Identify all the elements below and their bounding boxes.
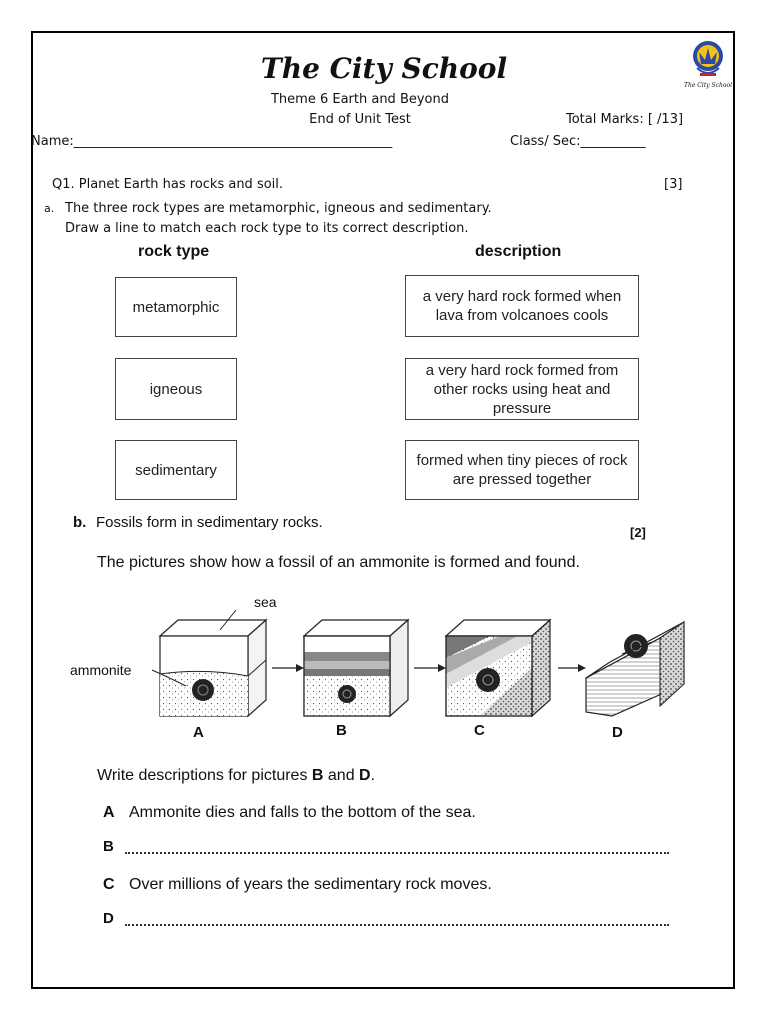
panel-c-diagram [446, 620, 550, 716]
fossil-formation-figure [60, 588, 700, 748]
panel-label-b: B [336, 722, 347, 739]
q1b-marks: [2] [630, 525, 646, 540]
rock-box-metamorphic[interactable]: metamorphic [115, 277, 237, 337]
answer-letter-b: B [103, 838, 114, 855]
description-box-lava[interactable]: a very hard rock formed when lava from volcanoes cools [405, 275, 639, 337]
q1-marks: [3] [664, 177, 683, 192]
panel-label-d: D [612, 724, 623, 741]
answer-line-b[interactable] [125, 852, 669, 854]
rock-box-sedimentary[interactable]: sedimentary [115, 440, 237, 500]
description-box-pressed-pieces[interactable]: formed when tiny pieces of rock are pressed together [405, 440, 639, 500]
panel-d-diagram [586, 622, 684, 716]
label-sea: sea [254, 594, 277, 610]
answer-letter-a: A [103, 804, 115, 821]
answer-text-c: Over millions of years the sedimentary rock moves. [129, 876, 492, 893]
label-ammonite: ammonite [70, 662, 132, 678]
q1a-marker: a. [44, 202, 55, 215]
total-marks: Total Marks: [ /13] [566, 112, 684, 127]
answer-letter-c: C [103, 876, 115, 893]
q1a-line1: The three rock types are metamorphic, igneous and sedimentary. [65, 201, 492, 216]
rock-type-heading: rock type [138, 243, 210, 260]
school-name: The City School [260, 52, 508, 85]
class-field[interactable]: Class/ Sec:__________ [510, 134, 646, 149]
theme-title: Theme 6 Earth and Beyond [270, 92, 449, 107]
panel-label-a: A [193, 724, 204, 741]
q1b-line1: Fossils form in sedimentary rocks. [96, 514, 323, 531]
test-name: End of Unit Test [309, 112, 411, 127]
q1-title: Q1. Planet Earth has rocks and soil. [52, 177, 284, 192]
page-border [31, 31, 735, 989]
descriptions-instruction: Write descriptions for pictures B and D. [97, 767, 376, 784]
description-box-heat-pressure[interactable]: a very hard rock formed from other rocks using heat and pressure [405, 358, 639, 420]
description-heading: description [475, 243, 562, 260]
q1b-line2: The pictures show how a fossil of an ammonite is formed and found. [97, 554, 580, 571]
name-field[interactable]: Name:_________________________________________________ [31, 134, 393, 149]
panel-a-diagram [160, 610, 266, 716]
answer-line-d[interactable] [125, 924, 669, 926]
q1b-marker: b. [73, 514, 87, 531]
answer-text-a: Ammonite dies and falls to the bottom of the sea. [129, 804, 476, 821]
school-logo [683, 38, 733, 96]
panel-b-diagram [304, 620, 408, 716]
logo-caption: The City School [683, 82, 733, 89]
q1a-line2: Draw a line to match each rock type to its correct description. [65, 221, 469, 236]
rock-box-igneous[interactable]: igneous [115, 358, 237, 420]
answer-letter-d: D [103, 910, 114, 927]
panel-label-c: C [474, 722, 485, 739]
